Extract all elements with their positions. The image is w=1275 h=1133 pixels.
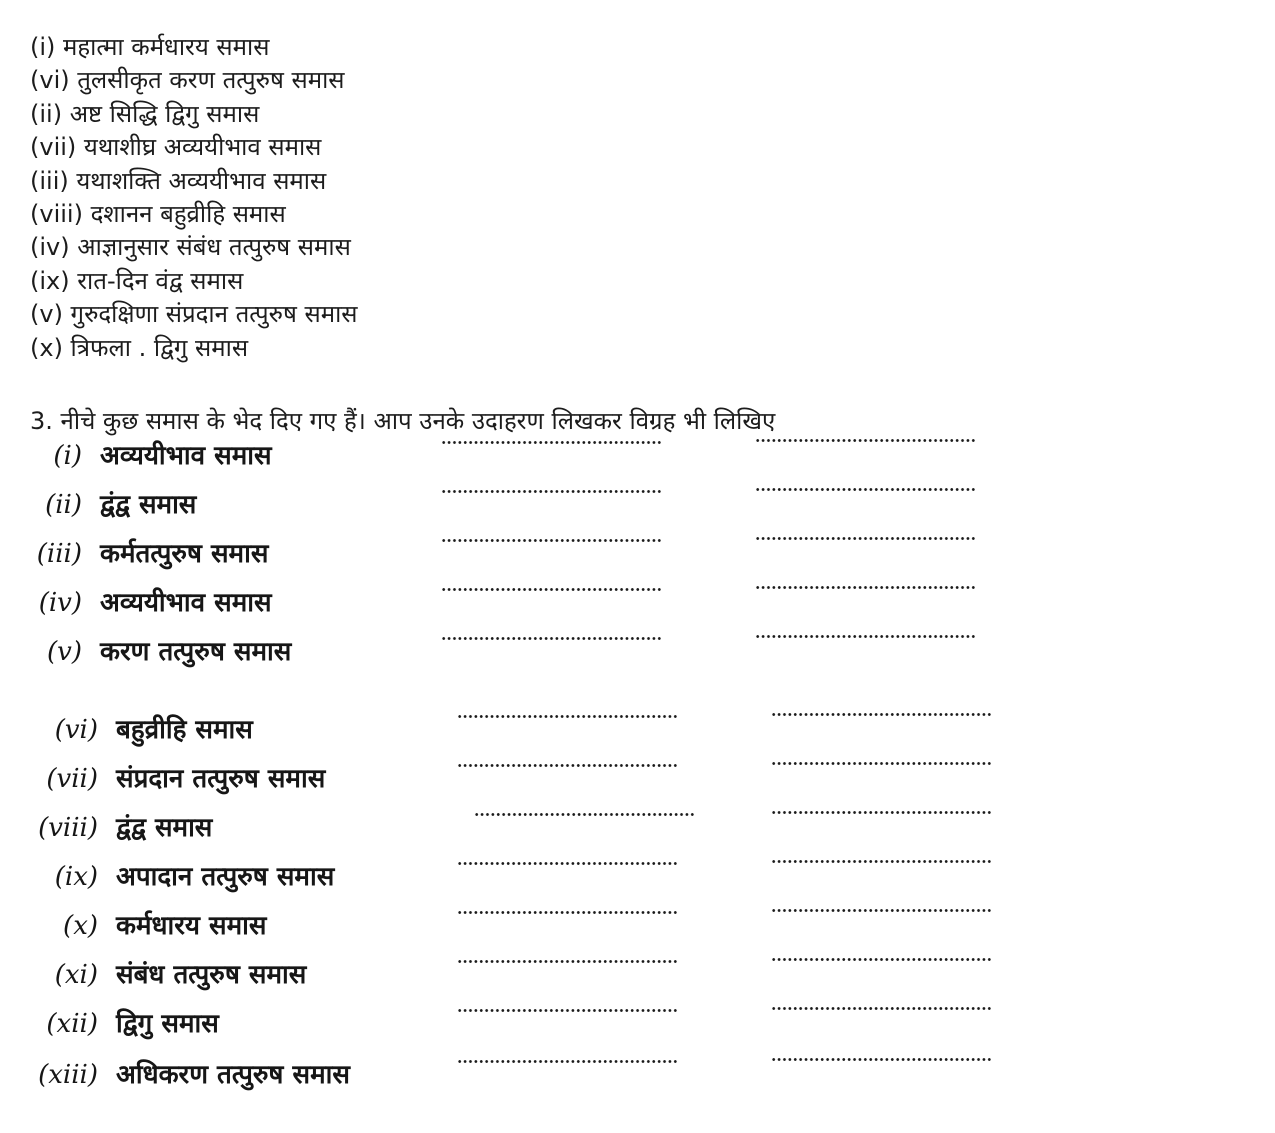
vigrah-blank-line (755, 488, 975, 491)
item-label: द्वंद्व समास (100, 490, 197, 520)
example-blank-line (441, 637, 661, 640)
example-blank-line (441, 539, 661, 542)
answer-line: (vii) यथाशीघ्र अव्ययीभाव समास (30, 133, 322, 162)
item-label: बहुव्रीहि समास (116, 715, 253, 745)
vigrah-blank-line (771, 1007, 991, 1010)
example-blank-line (457, 862, 677, 865)
example-blank-line (457, 1009, 677, 1012)
example-blank-line (457, 960, 677, 963)
example-blank-line (457, 911, 677, 914)
item-number: (vii) (46, 764, 98, 794)
vigrah-blank-line (755, 586, 975, 589)
answer-line: (ix) रात-दिन वंद्व समास (30, 266, 244, 295)
item-number: (v) (47, 637, 82, 667)
answer-line: (vi) तुलसीकृत करण तत्पुरुष समास (30, 66, 345, 95)
answer-line: (ii) अष्ट सिद्धि द्विगु समास (30, 99, 260, 128)
example-blank-line (474, 813, 694, 816)
vigrah-blank-line (771, 762, 991, 765)
example-blank-line (441, 588, 661, 591)
item-number: (viii) (38, 813, 98, 843)
example-blank-line (457, 764, 677, 767)
example-blank-line (441, 441, 661, 444)
example-blank-line (441, 490, 661, 493)
answer-line: (x) त्रिफला . द्विगु समास (30, 333, 249, 362)
item-number: (ix) (54, 862, 98, 892)
item-label: कर्मतत्पुरुष समास (100, 539, 269, 569)
answer-line: (iii) यथाशक्ति अव्ययीभाव समास (30, 166, 327, 195)
answer-line: (v) गुरुदक्षिणा संप्रदान तत्पुरुष समास (30, 300, 358, 329)
item-label: कर्मधारय समास (116, 911, 267, 941)
example-blank-line (457, 715, 677, 718)
item-number: (i) (53, 441, 82, 471)
item-label: द्वंद्व समास (116, 813, 213, 843)
item-number: (vi) (54, 715, 98, 745)
vigrah-blank-line (755, 635, 975, 638)
item-number: (xi) (54, 960, 98, 990)
question-heading: 3. नीचे कुछ समास के भेद दिए गए हैं। आप उनके उदाहरण लिखकर विग्रह भी लिखिए (30, 407, 776, 435)
item-label: अधिकरण तत्पुरुष समास (116, 1060, 350, 1090)
item-number: (iv) (38, 588, 82, 618)
vigrah-blank-line (771, 1058, 991, 1061)
item-label: अपादान तत्पुरुष समास (116, 862, 335, 892)
item-label: करण तत्पुरुष समास (100, 637, 292, 667)
answer-line: (i) महात्मा कर्मधारय समास (30, 33, 270, 61)
item-number: (iii) (36, 539, 82, 569)
item-label: संबंध तत्पुरुष समास (116, 960, 307, 990)
item-number: (x) (63, 911, 98, 941)
vigrah-blank-line (771, 860, 991, 863)
item-label: अव्ययीभाव समास (100, 441, 272, 471)
vigrah-blank-line (771, 958, 991, 961)
vigrah-blank-line (755, 537, 975, 540)
vigrah-blank-line (771, 811, 991, 814)
vigrah-blank-line (771, 909, 991, 912)
item-number: (xii) (46, 1009, 98, 1039)
answer-line: (viii) दशानन बहुव्रीहि समास (30, 199, 286, 228)
example-blank-line (457, 1060, 677, 1063)
item-label: द्विगु समास (116, 1009, 219, 1039)
item-label: संप्रदान तत्पुरुष समास (116, 764, 326, 794)
answer-line: (iv) आज्ञानुसार संबंध तत्पुरुष समास (30, 233, 351, 262)
vigrah-blank-line (771, 713, 991, 716)
item-label: अव्ययीभाव समास (100, 588, 272, 618)
answer-list (30, 31, 358, 365)
item-number: (ii) (45, 490, 82, 520)
item-number: (xiii) (38, 1060, 98, 1090)
vigrah-blank-line (755, 439, 975, 442)
